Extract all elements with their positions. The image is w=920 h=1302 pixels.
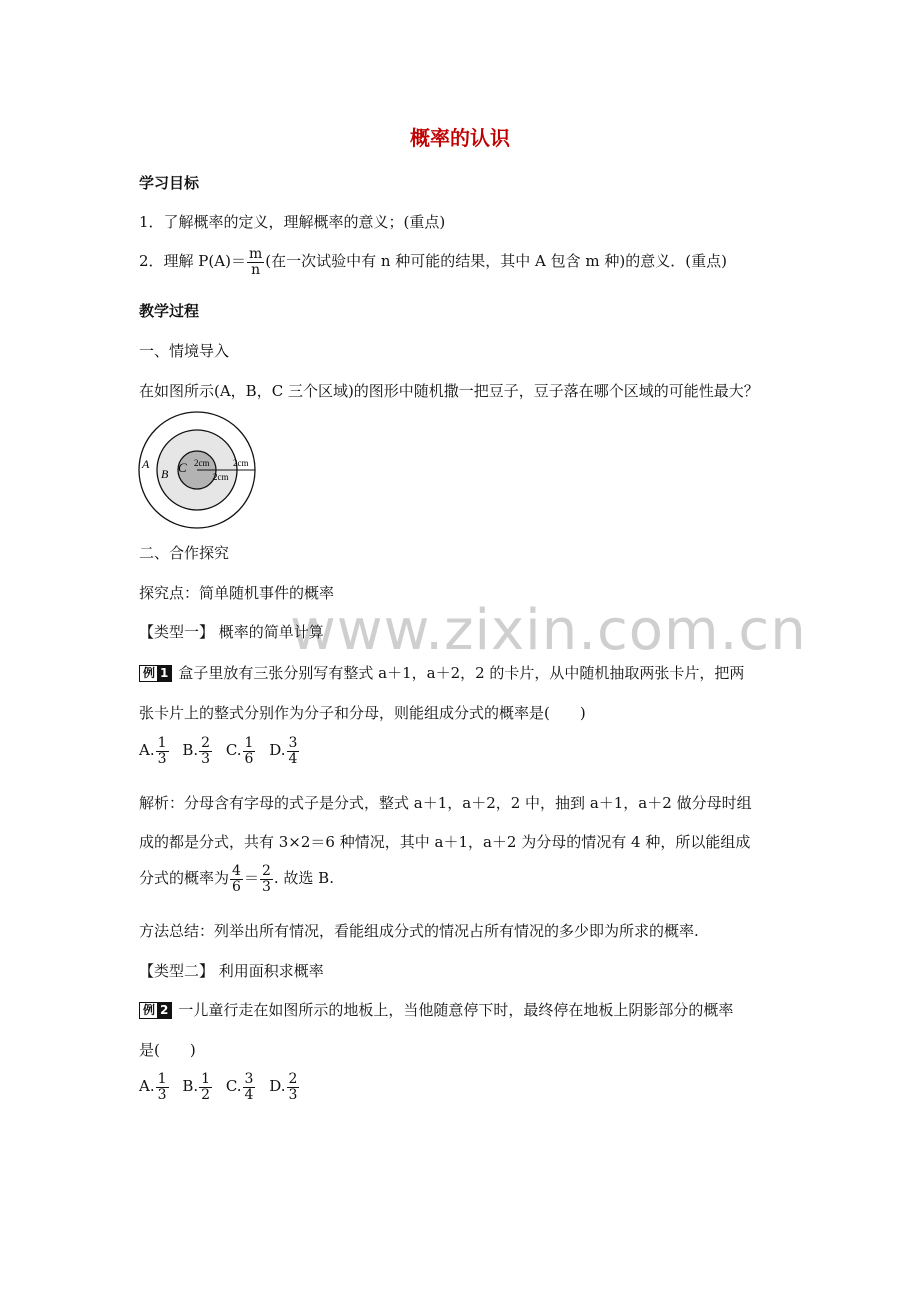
option-label: C.: [225, 741, 242, 760]
fraction-numerator: 1: [201, 1071, 211, 1087]
example-1-options: [139, 736, 308, 766]
example-2-line-2: 是( ): [139, 1041, 196, 1059]
method-summary: 方法总结：列举出所有情况，看能组成分式的情况占所有情况的多少即为所求的概率.: [139, 922, 699, 940]
option-c: [226, 736, 257, 766]
option-fraction: [287, 1072, 300, 1102]
goal-2-suffix: (在一次试验中有 n 种可能的结果，其中 A 包含 m 种)的意义．(重点): [265, 252, 727, 271]
fraction-numerator: 2: [261, 863, 271, 879]
explore-point: 探究点：简单随机事件的概率: [139, 584, 335, 602]
option-b: [182, 1072, 213, 1102]
fraction-denominator: 3: [261, 878, 271, 895]
option-label: D.: [269, 1077, 286, 1096]
concentric-circles-figure: [135, 409, 260, 531]
watermark: www.zixin.com.cn: [290, 598, 807, 663]
fraction-denominator: n: [251, 261, 261, 278]
example-badge-text: 例: [143, 666, 156, 680]
example-2-line-1: [139, 999, 733, 1020]
option-d: [269, 736, 300, 766]
option-a: [139, 736, 170, 766]
analysis-line-3-prefix: 分式的概率为: [139, 869, 230, 888]
example-2-options: [139, 1072, 308, 1102]
fraction-denominator: 3: [157, 1086, 167, 1103]
dimension-label-1: 2cm: [194, 458, 210, 468]
fraction-numerator: 3: [288, 735, 298, 751]
option-fraction: [243, 1072, 256, 1102]
option-fraction: [243, 736, 256, 766]
example-1-badge: [139, 665, 172, 682]
fraction-numerator: 2: [288, 1071, 298, 1087]
fraction-denominator: 3: [157, 750, 167, 767]
goal-1: 1．了解概率的定义，理解概率的意义；(重点): [139, 213, 446, 231]
fraction-denominator: 2: [201, 1086, 211, 1103]
fraction-numerator: 3: [244, 1071, 254, 1087]
option-fraction: [287, 736, 300, 766]
label-c: C: [178, 460, 187, 475]
equals-sign: ＝: [243, 869, 259, 888]
intro-question: 在如图所示(A，B，C 三个区域)的图形中随机撒一把豆子，豆子落在哪个区域的可能性最大？: [139, 382, 759, 400]
option-label: A.: [139, 1077, 155, 1096]
option-label: C.: [225, 1077, 242, 1096]
fraction-denominator: 6: [232, 878, 241, 895]
fraction-numerator: m: [248, 246, 263, 262]
example-badge-text: 例: [143, 1003, 156, 1017]
fraction-denominator: 3: [288, 1086, 298, 1103]
fraction-numerator: 1: [157, 735, 167, 751]
example-2-badge: [139, 1002, 172, 1019]
type-2-heading: 【类型二】 利用面积求概率: [139, 962, 324, 980]
label-b: B: [161, 467, 169, 481]
fraction-denominator: 3: [201, 750, 211, 767]
option-b: [182, 736, 213, 766]
example-2-text-1: 一儿童行走在如图所示的地板上，当他随意停下时，最终停在地板上阴影部分的概率: [178, 1001, 734, 1019]
example-1-line-1: [139, 662, 744, 683]
fraction-numerator: 4: [232, 863, 241, 879]
dimension-label-2: 2cm: [213, 472, 229, 482]
section-1-heading: 一、情境导入: [139, 342, 230, 360]
goal-2-fraction: [247, 247, 264, 277]
option-label: B.: [182, 1077, 199, 1096]
example-badge-number: 1: [157, 666, 171, 681]
option-fraction: [156, 736, 169, 766]
page-title: 概率的认识: [410, 126, 510, 150]
goals-heading: 学习目标: [139, 174, 200, 192]
fraction-denominator: 6: [244, 750, 254, 767]
dimension-label-3: 2cm: [233, 458, 249, 468]
analysis-line-3-suffix: . 故选 B.: [273, 869, 334, 888]
option-label: A.: [139, 741, 155, 760]
goal-2-prefix: 2．理解 P(A)＝: [139, 252, 246, 271]
analysis-fraction-1: [230, 864, 243, 894]
fraction-numerator: 2: [201, 735, 211, 751]
option-d: [269, 1072, 300, 1102]
type-1-heading: 【类型一】 概率的简单计算: [139, 623, 324, 641]
option-label: B.: [182, 741, 199, 760]
fraction-numerator: 1: [157, 1071, 167, 1087]
section-2-heading: 二、合作探究: [139, 544, 230, 562]
option-fraction: [199, 736, 212, 766]
example-badge-number: 2: [157, 1003, 171, 1018]
process-heading: 教学过程: [139, 302, 200, 320]
analysis-line-3: [139, 864, 334, 894]
label-a: A: [142, 457, 150, 471]
fraction-denominator: 4: [244, 1086, 254, 1103]
fraction-denominator: 4: [288, 750, 298, 767]
fraction-numerator: 1: [244, 735, 254, 751]
option-fraction: [199, 1072, 212, 1102]
analysis-fraction-2: [260, 864, 273, 894]
example-1-line-2: 张卡片上的整式分别作为分子和分母，则能组成分式的概率是( ): [139, 704, 586, 722]
option-label: D.: [269, 741, 286, 760]
option-fraction: [156, 1072, 169, 1102]
option-c: [226, 1072, 257, 1102]
example-1-text-1: 盒子里放有三张分别写有整式 a＋1，a＋2，2 的卡片，从中随机抽取两张卡片，把两: [178, 664, 745, 682]
option-a: [139, 1072, 170, 1102]
goal-2: [139, 247, 727, 277]
analysis-line-1: 解析：分母含有字母的式子是分式，整式 a＋1，a＋2，2 中，抽到 a＋1，a＋2 做分母时组: [139, 794, 752, 812]
analysis-line-2: 成的都是分式，共有 3×2＝6 种情况，其中 a＋1，a＋2 为分母的情况有 4 种，所以能组成: [139, 833, 751, 851]
